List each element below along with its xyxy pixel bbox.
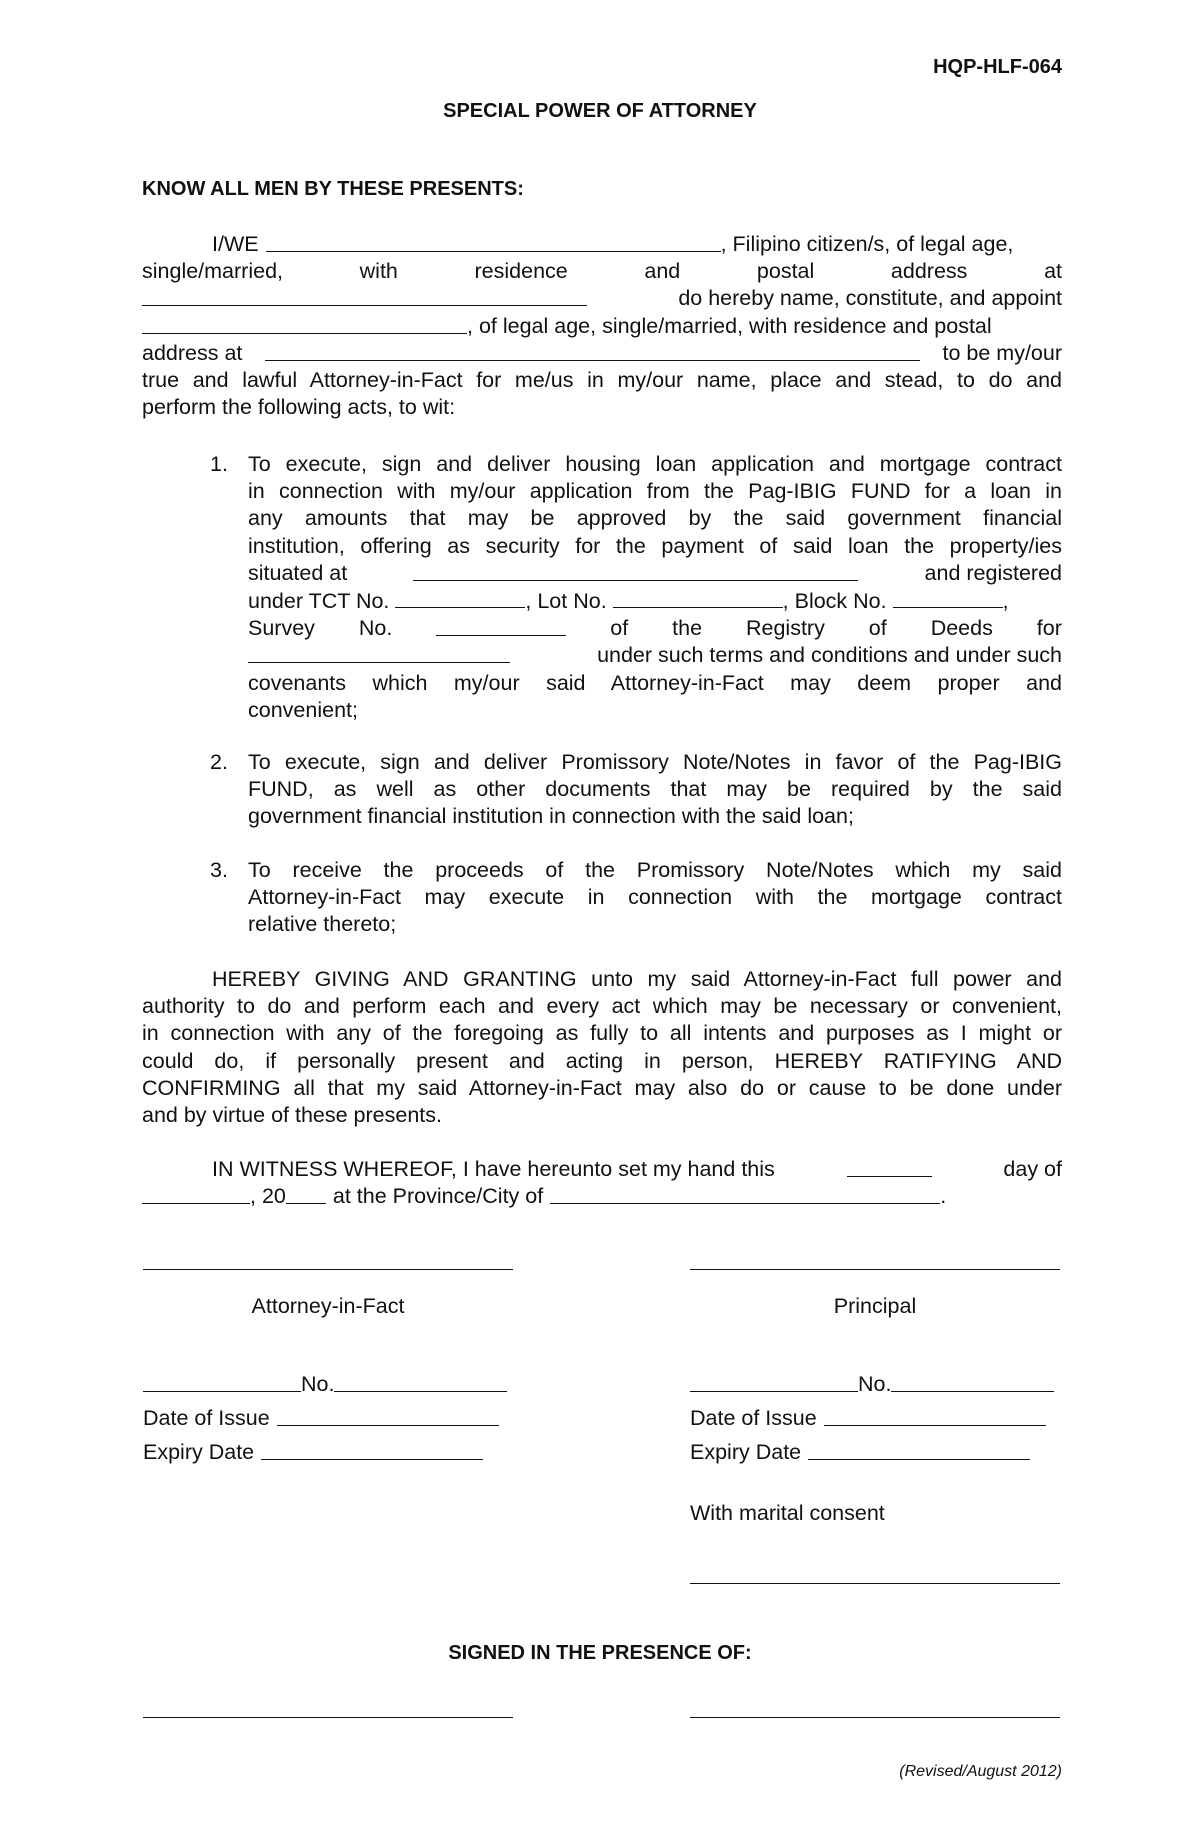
- principal-date-issue-field[interactable]: [824, 1405, 1046, 1426]
- item-word: Registry: [745, 616, 825, 641]
- intro-word: postal: [756, 259, 815, 284]
- attorney-id-type-field[interactable]: [143, 1371, 301, 1392]
- day-field[interactable]: [847, 1156, 932, 1177]
- witness-text: .: [940, 1184, 947, 1209]
- intro-text: do hereby name, constitute, and appoint: [678, 286, 1062, 311]
- expiry-label: Expiry Date: [690, 1440, 802, 1465]
- registry-location-field[interactable]: [248, 642, 510, 663]
- item-word: for: [1036, 616, 1062, 641]
- granting-text: authority to do and perform each and every act which may be necessary or convenient,: [142, 994, 1062, 1019]
- intro-paragraph: [142, 231, 1062, 421]
- intro-word: residence: [474, 259, 568, 284]
- intro-text: , of legal age, single/married, with residence and postal: [467, 313, 992, 338]
- witness-1-signature-line[interactable]: [143, 1717, 513, 1718]
- granting-text: and by virtue of these presents.: [142, 1103, 442, 1128]
- item-text: in connection with my/our application from the Pag-IBIG FUND for a loan in: [248, 479, 1062, 504]
- spouse-signature-line[interactable]: [690, 1583, 1060, 1584]
- lot-number-field[interactable]: [613, 587, 783, 608]
- granting-text: HEREBY GIVING AND GRANTING unto my said Attorney-in-Fact full power and: [212, 967, 1062, 991]
- granting-text: in connection with any of the foregoing as fully to all intents and purposes as I might or: [142, 1021, 1062, 1046]
- item-number: 3.: [210, 858, 228, 882]
- intro-text: perform the following acts, to wit:: [142, 395, 456, 420]
- principal-label: Principal: [833, 1294, 917, 1318]
- attorney-id-block: [143, 1371, 513, 1467]
- item-number: 2.: [210, 750, 228, 774]
- tct-number-field[interactable]: [395, 587, 525, 608]
- item-number: 1.: [210, 452, 228, 476]
- item-text: government financial institution in connection with the said loan;: [248, 804, 854, 829]
- item-text: To receive the proceeds of the Promissory Note/Notes which my said: [248, 858, 1062, 882]
- item-text: any amounts that may be approved by the said government financial: [248, 506, 1062, 531]
- witness-text: at the Province/City of: [332, 1184, 544, 1209]
- item-word: Deeds: [930, 616, 993, 641]
- attorney-expiry-field[interactable]: [261, 1439, 483, 1460]
- item-word: of: [610, 616, 629, 641]
- intro-text: , Filipino citizen/s, of legal age,: [720, 232, 1014, 256]
- marital-consent-label: With marital consent: [690, 1501, 885, 1525]
- item-word: of: [868, 616, 887, 641]
- intro-iwe-label: I/WE: [212, 232, 259, 256]
- item-text: To execute, sign and deliver Promissory Note/Notes in favor of the Pag-IBIG: [248, 750, 1062, 774]
- year-field[interactable]: [286, 1183, 326, 1204]
- item-text: relative thereto;: [248, 912, 397, 937]
- principal-signature-line[interactable]: [690, 1269, 1060, 1270]
- intro-word: and: [644, 259, 681, 284]
- intro-word: with: [359, 259, 398, 284]
- principal-name-field[interactable]: [266, 231, 721, 252]
- item-text: , Block No.: [782, 589, 887, 614]
- attorney-date-issue-field[interactable]: [277, 1405, 499, 1426]
- block-number-field[interactable]: [893, 587, 1003, 608]
- intro-word: single/married,: [142, 259, 283, 284]
- intro-text: to be my/our: [942, 340, 1062, 365]
- granting-text: could do, if personally present and acting in person, HEREBY RATIFYING AND: [142, 1048, 1062, 1073]
- item-text: Attorney-in-Fact may execute in connection with the mortgage contract: [248, 885, 1062, 910]
- witness-text: IN WITNESS WHEREOF, I have hereunto set my hand this: [212, 1157, 775, 1181]
- granting-paragraph: [142, 966, 1062, 1129]
- survey-number-field[interactable]: [436, 615, 566, 636]
- intro-word: at: [1044, 259, 1062, 284]
- province-city-field[interactable]: [550, 1183, 940, 1204]
- document-title: SPECIAL POWER OF ATTORNEY: [443, 100, 757, 122]
- item-text: institution, offering as security for the payment of said loan the property/ies: [248, 533, 1062, 558]
- id-no-label: No.: [301, 1372, 335, 1396]
- principal-id-block: [690, 1371, 1060, 1467]
- principal-address-field[interactable]: [142, 285, 587, 306]
- principal-id-type-field[interactable]: [690, 1371, 858, 1392]
- item-text: , Lot No.: [525, 589, 607, 614]
- witness-text: day of: [1003, 1157, 1062, 1181]
- witness-paragraph: [142, 1156, 1062, 1210]
- witness-2-signature-line[interactable]: [690, 1717, 1060, 1718]
- know-all-heading: KNOW ALL MEN BY THESE PRESENTS:: [142, 178, 524, 200]
- attorney-id-number-field[interactable]: [334, 1371, 507, 1392]
- signed-presence-heading: SIGNED IN THE PRESENCE OF:: [448, 1642, 752, 1664]
- id-no-label: No.: [858, 1372, 892, 1396]
- granting-text: CONFIRMING all that my said Attorney-in-Fact may also do or cause to be done under: [142, 1075, 1062, 1100]
- item-text: FUND, as well as other documents that may be required by the said: [248, 777, 1062, 802]
- month-field[interactable]: [142, 1183, 250, 1204]
- principal-id-number-field[interactable]: [891, 1371, 1054, 1392]
- item-word: No.: [358, 616, 393, 641]
- attorney-signature-line[interactable]: [143, 1269, 513, 1270]
- principal-expiry-field[interactable]: [808, 1439, 1030, 1460]
- intro-text: address at: [142, 340, 243, 365]
- item-text: convenient;: [248, 697, 358, 722]
- property-location-field[interactable]: [413, 560, 858, 581]
- witness-text: , 20: [250, 1184, 286, 1209]
- attorney-name-field[interactable]: [142, 313, 467, 334]
- date-issue-label: Date of Issue: [690, 1406, 817, 1431]
- form-code: HQP-HLF-064: [933, 56, 1062, 78]
- attorney-address-field[interactable]: [265, 340, 920, 361]
- item-text: under such terms and conditions and under such: [597, 643, 1062, 668]
- attorney-label: Attorney-in-Fact: [251, 1294, 405, 1318]
- item-text: and registered: [924, 560, 1062, 585]
- item-text: under TCT No.: [248, 589, 390, 614]
- item-word: Survey: [248, 616, 315, 641]
- item-word: the: [672, 616, 703, 641]
- item-text: covenants which my/our said Attorney-in-Fact may deem proper and: [248, 670, 1062, 695]
- intro-word: address: [890, 259, 968, 284]
- revision-note: (Revised/August 2012): [899, 1762, 1062, 1780]
- item-text: situated at: [248, 560, 348, 585]
- expiry-label: Expiry Date: [143, 1440, 255, 1465]
- item-text: ,: [1002, 589, 1009, 614]
- item-text: To execute, sign and deliver housing loan application and mortgage contract: [248, 452, 1062, 476]
- intro-text: true and lawful Attorney-in-Fact for me/us in my/our name, place and stead, to do and: [142, 368, 1062, 393]
- date-issue-label: Date of Issue: [143, 1406, 270, 1431]
